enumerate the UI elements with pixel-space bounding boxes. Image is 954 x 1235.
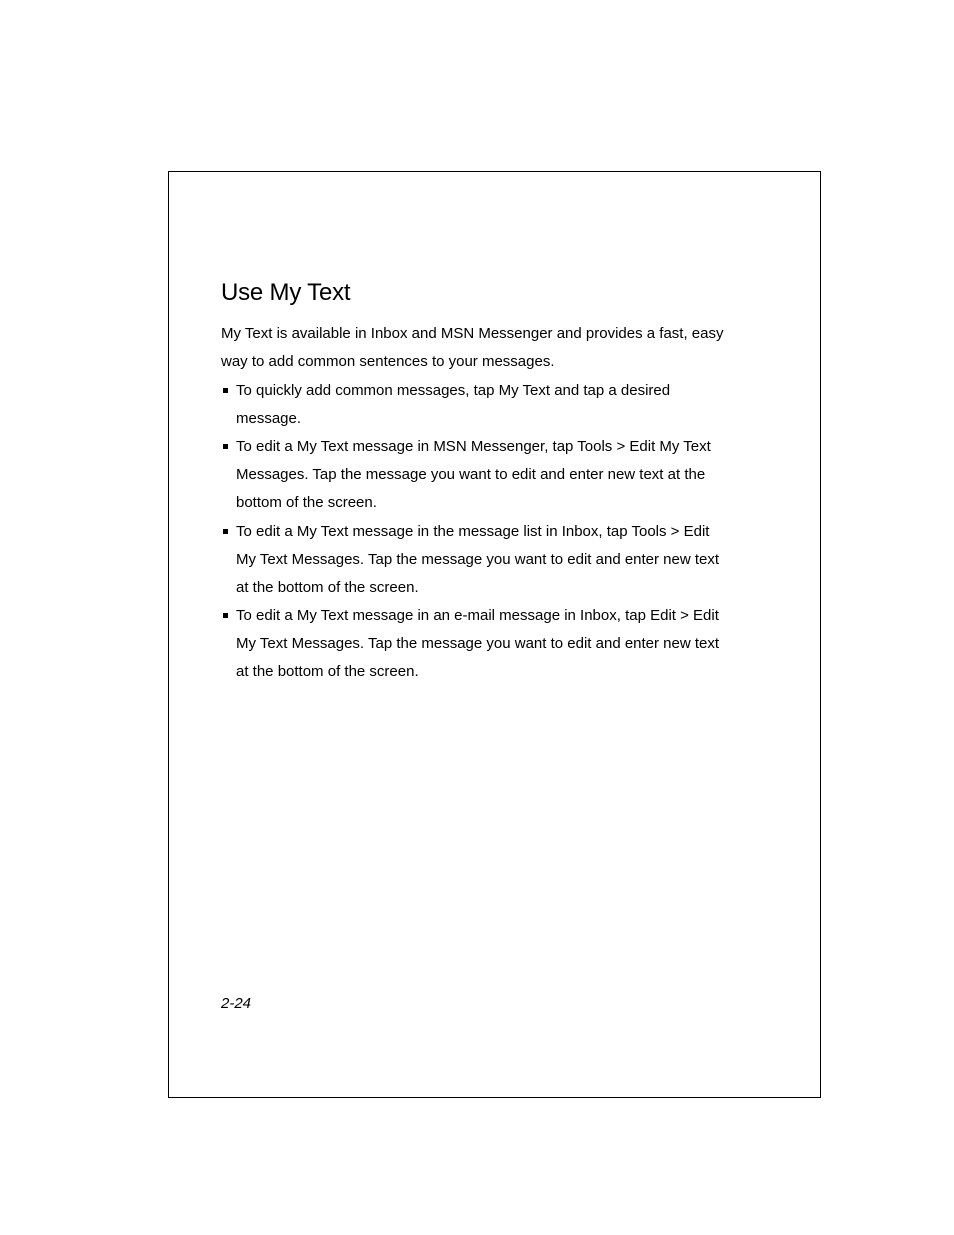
list-item (221, 518, 731, 602)
list-item (221, 602, 731, 686)
list-item (221, 433, 731, 517)
content-area (221, 276, 731, 686)
list-item (221, 377, 731, 433)
square-bullet-icon (223, 444, 228, 449)
square-bullet-icon (223, 613, 228, 618)
page-number: 2-24 (221, 995, 252, 1012)
list-item-text: To edit a My Text message in an e-mail message in Inbox, tap Edit > Edit My Text Messages. Tap the message you want to edit and enter new text at the bottom of the screen. (236, 607, 720, 680)
bullet-list (221, 377, 731, 687)
square-bullet-icon (223, 529, 228, 534)
square-bullet-icon (223, 388, 228, 393)
list-item-text: To edit a My Text message in the message list in Inbox, tap Tools > Edit My Text Messages. Tap the message you want to edit and enter new text at the bottom of the screen. (236, 522, 720, 596)
section-heading: Use My Text (221, 279, 351, 306)
intro-paragraph: My Text is available in Inbox and MSN Messenger and provides a fast, easy way to add common sentences to your messages. (221, 325, 724, 370)
list-item-text: To edit a My Text message in MSN Messenger, tap Tools > Edit My Text Messages. Tap the message you want to edit and enter new text at the bottom of the screen. (236, 438, 711, 511)
list-item-text: To quickly add common messages, tap My Text and tap a desired message. (236, 381, 671, 427)
